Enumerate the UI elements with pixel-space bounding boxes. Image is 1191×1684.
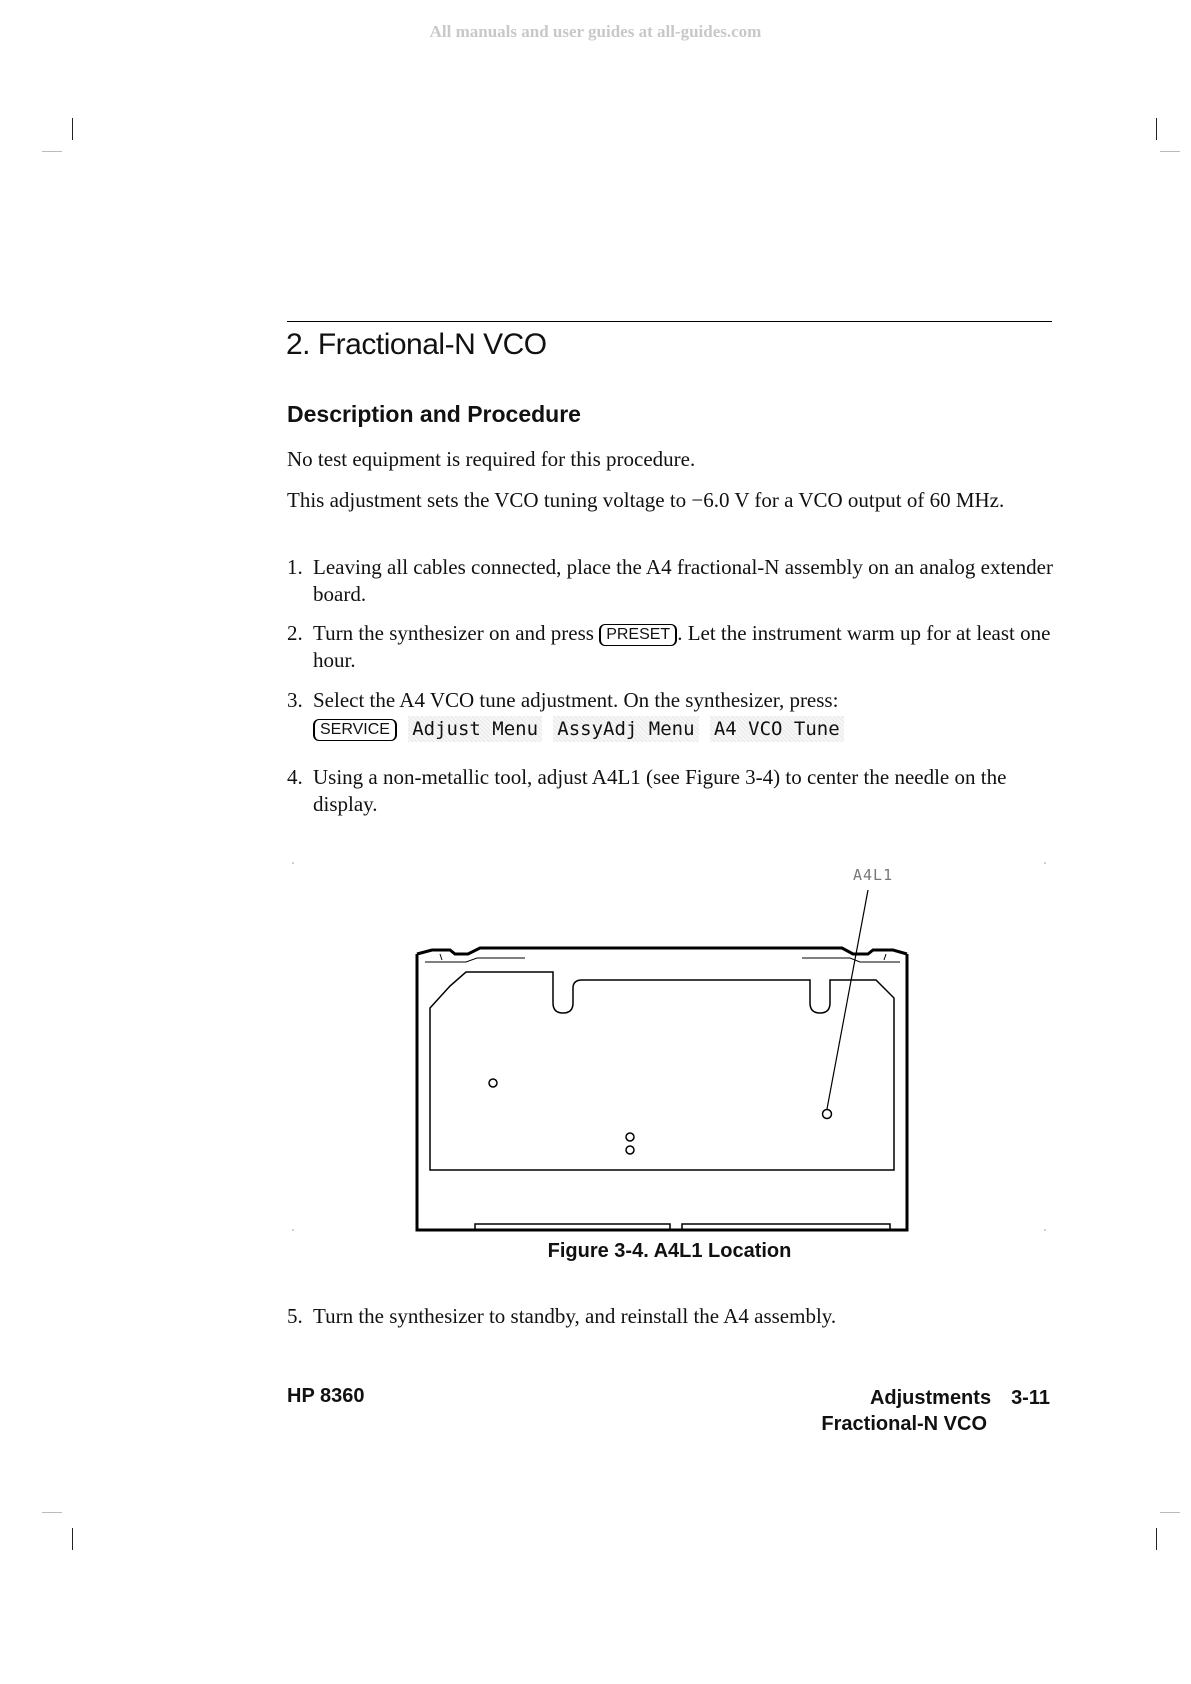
- step-number: 5.: [287, 1304, 303, 1328]
- step-number: 3.: [287, 688, 303, 712]
- step-text: Turn the synthesizer to standby, and reinstall the A4 assembly.: [313, 1304, 837, 1328]
- softkey-a4-vco-tune: A4 VCO Tune: [710, 716, 844, 742]
- footer-chapter: Adjustments: [869, 1387, 992, 1409]
- step-text: Using a non-metallic tool, adjust A4L1 (see Figure 3-4) to center the needle on the display.: [313, 765, 1007, 816]
- step-1: [287, 554, 1067, 608]
- step-3: [287, 687, 1067, 742]
- crop-mark: [42, 151, 62, 152]
- step-number: 1.: [287, 555, 303, 579]
- paragraph-adjustment: This adjustment sets the VCO tuning voltage to −6.0 V for a VCO output of 60 MHz.: [287, 488, 1005, 512]
- step-text: Leaving all cables connected, place the A4 fractional-N assembly on an analog extender board.: [313, 555, 1053, 606]
- callout-a4l1: A4L1: [853, 866, 894, 884]
- section-rule: [287, 321, 1052, 322]
- service-key: SERVICE: [313, 719, 397, 741]
- step-number: 4.: [287, 765, 303, 789]
- crop-mark: [1156, 118, 1157, 140]
- step-2: [287, 620, 1067, 674]
- step-text-post: . Let the instrument warm up for at least one hour.: [313, 621, 1051, 672]
- section-title: 2. Fractional-N VCO: [286, 328, 547, 361]
- crop-mark: [42, 1512, 62, 1513]
- figure-a4l1-location: [290, 858, 1050, 1238]
- step-text: [313, 687, 1067, 742]
- footer-model: HP 8360: [287, 1385, 365, 1407]
- footer-right: [821, 1385, 1050, 1437]
- step-5: [287, 1303, 1067, 1330]
- board-diagram: [290, 858, 1050, 1238]
- preset-key: PRESET: [599, 624, 677, 646]
- crop-mark: [72, 1528, 73, 1550]
- softkey-adjust-menu: Adjust Menu: [408, 716, 542, 742]
- section-subtitle: Description and Procedure: [287, 401, 581, 427]
- footer-section: Fractional-N VCO: [821, 1413, 987, 1435]
- step-text-pre: Turn the synthesizer on and press: [313, 621, 594, 645]
- paragraph-equipment: No test equipment is required for this procedure.: [287, 447, 696, 471]
- crop-mark: [1160, 151, 1180, 152]
- figure-caption: Figure 3-4. A4L1 Location: [547, 1240, 792, 1262]
- step-4: [287, 764, 1067, 818]
- step-text: [313, 620, 1067, 674]
- footer-page-number: 3-11: [1011, 1387, 1050, 1409]
- crop-mark: [1156, 1528, 1157, 1550]
- step-number: 2.: [287, 621, 303, 645]
- crop-mark: [72, 118, 73, 140]
- step-text-pre: Select the A4 VCO tune adjustment. On the synthesizer, press:: [313, 688, 839, 712]
- crop-mark: [1160, 1512, 1180, 1513]
- watermark: All manuals and user guides at all-guides.com: [429, 22, 762, 41]
- softkey-assyadj-menu: AssyAdj Menu: [553, 716, 698, 742]
